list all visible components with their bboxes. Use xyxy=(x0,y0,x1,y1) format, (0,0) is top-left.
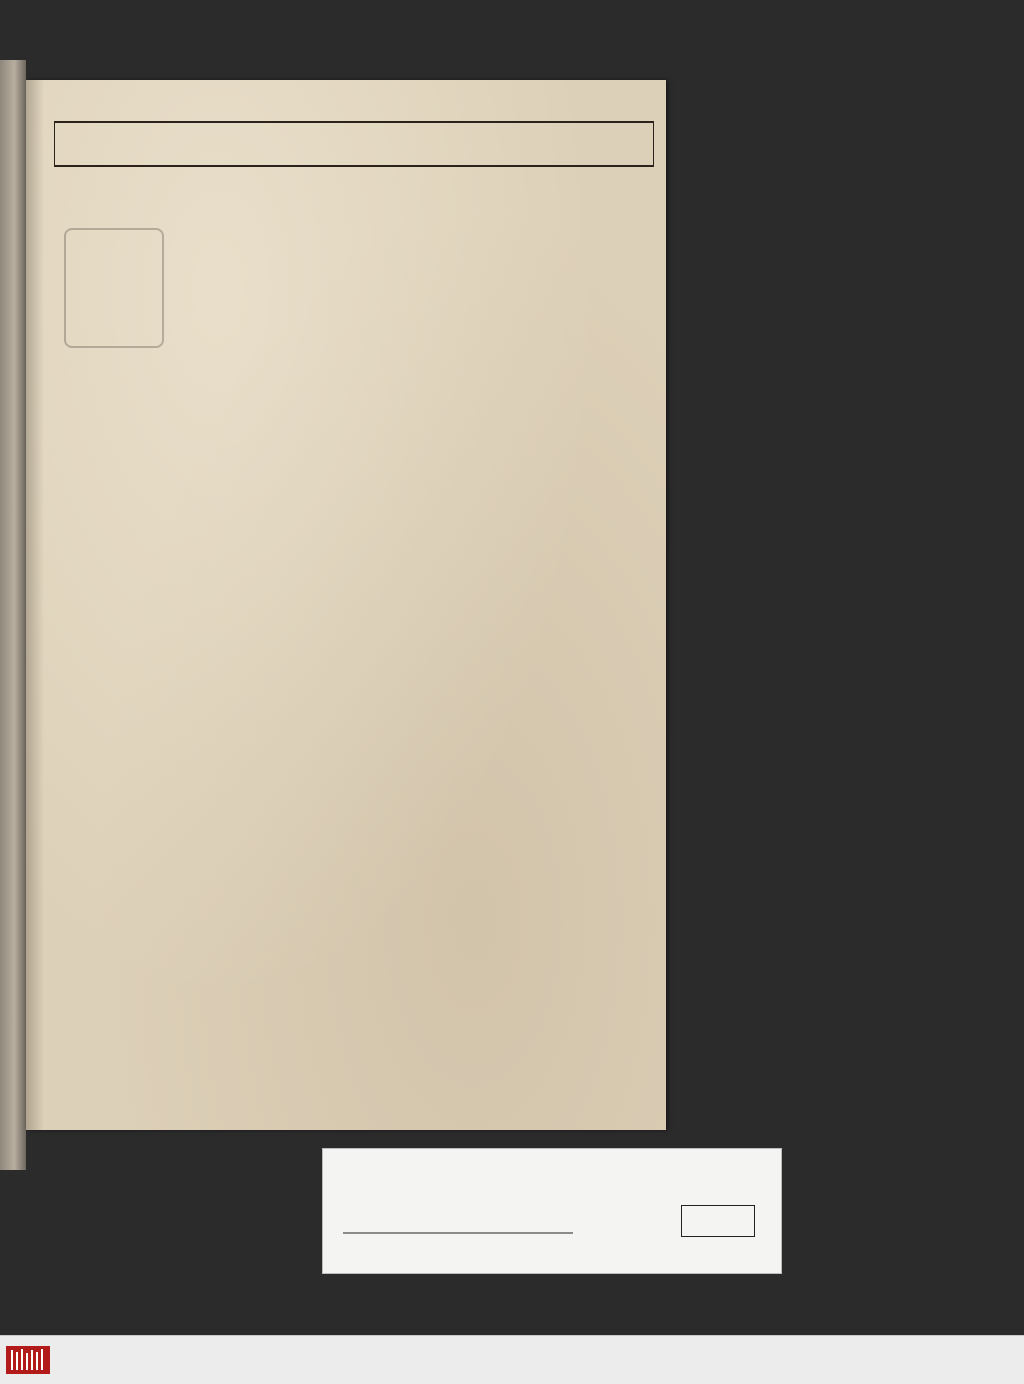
hab-logo-icon xyxy=(6,1346,50,1374)
color-reference-card xyxy=(322,1148,782,1274)
page-footer xyxy=(64,942,664,972)
status-bar xyxy=(0,1335,1024,1384)
ornamental-header-band xyxy=(54,90,654,202)
left-page-edge xyxy=(0,60,26,1170)
gray-scale-swatch xyxy=(681,1205,755,1237)
decorated-initial xyxy=(64,228,164,348)
book-page xyxy=(26,80,666,1130)
measurement-ruler xyxy=(343,1203,583,1235)
